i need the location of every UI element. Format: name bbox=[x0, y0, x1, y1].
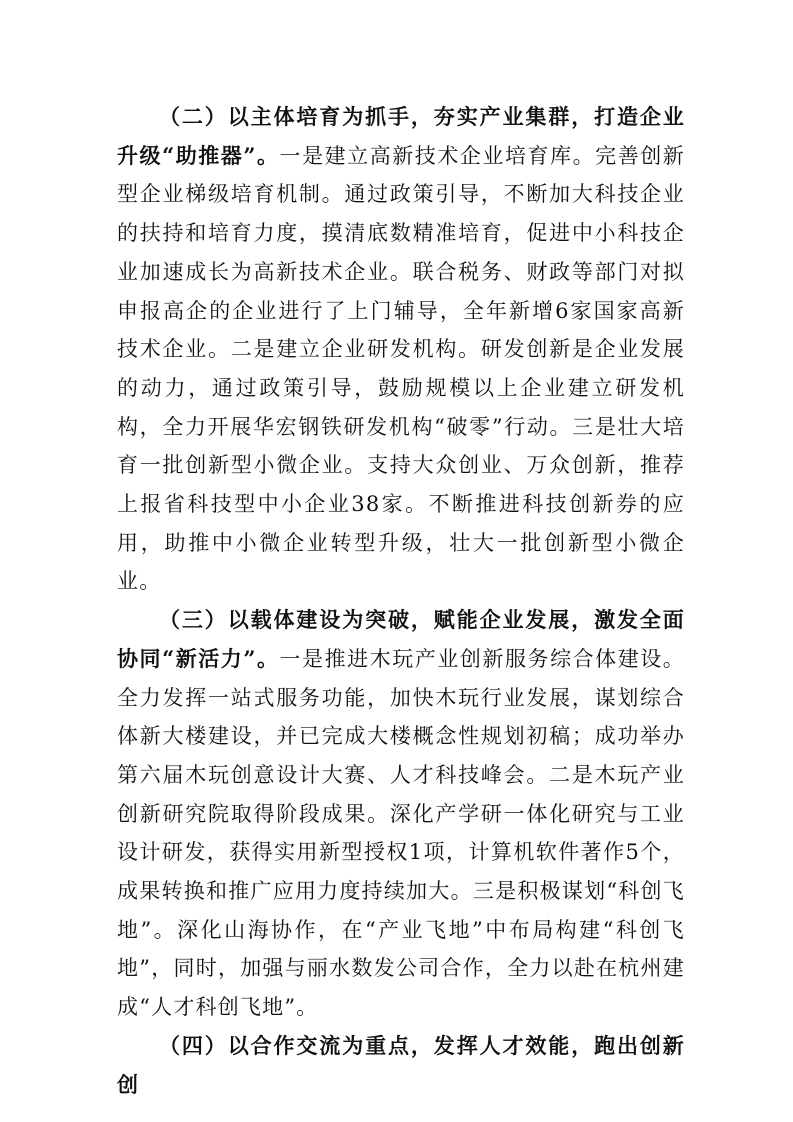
paragraph-body-2: 一是建立高新技术企业培育库。完善创新型企业梯级培育机制。通过政策引导，不断加大科技企业的扶持和培育力度，摸清底数精准培育，促进中小科技企业加速成长为高新技术企业。联合税务、财政等部门对拟申报高企的企业进行了上门辅导，全年新增6家国家高新技术企业。二是建立企业研发机构。研发创新是企业发展的动力，通过政策引导，鼓励规模以上企业建立研发机构，全力开展华宏钢铁研发机构“破零”行动。三是壮大培育一批创新型小微企业。支持大众创业、万众创新，推荐上报省科技型中小企业38家。不断推进科技创新券的应用，助推中小微企业转型升级，壮大一批创新型小微企业。 bbox=[117, 143, 685, 594]
document-page bbox=[117, 98, 685, 1104]
section-heading-4: （四）以合作交流为重点，发挥人才效能，跑出创新创 bbox=[117, 1032, 685, 1097]
paragraph-body-3: 一是推进木玩产业创新服务综合体建设。全力发挥一站式服务功能，加快木玩行业发展，谋划综合体新大楼建设，并已完成大楼概念性规划初稿；成功举办第六届木玩创意设计大赛、人才科技峰会。二是木玩产业创新研究院取得阶段成果。深化产学研一体化研究与工业设计研发，获得实用新型授权1项，计算机软件著作5个，成果转换和推广应用力度持续加大。三是积极谋划“科创飞地”。深化山海协作，在“产业飞地”中布局构建“科创飞地”，同时，加强与丽水数发公司合作，全力以赴在杭州建成“人才科创飞地”。 bbox=[117, 646, 685, 1020]
section-heading-2: （二）以主体培育为抓手，夯实产业集群，打造企业升级“助推器”。 bbox=[117, 104, 685, 168]
paragraph-2 bbox=[117, 98, 685, 601]
paragraph-3 bbox=[117, 601, 685, 1027]
paragraph-4 bbox=[117, 1027, 685, 1104]
section-heading-3: （三）以载体建设为突破，赋能企业发展，激发全面协同“新活力”。 bbox=[117, 607, 685, 671]
